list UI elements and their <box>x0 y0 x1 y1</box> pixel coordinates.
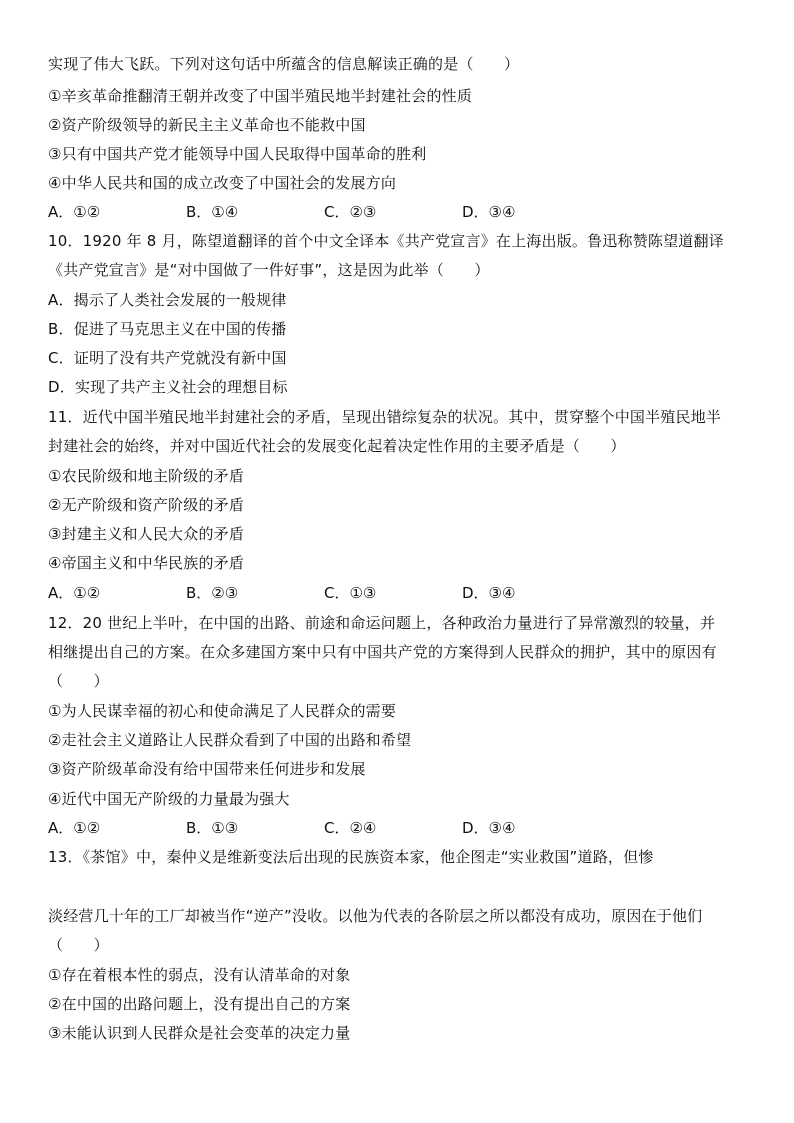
q12-option-c[interactable]: C．②④ <box>324 819 377 837</box>
q9-option-d[interactable]: D．③④ <box>462 203 516 221</box>
q10-stem-line-2: 《共产党宣言》是“对中国做了一件好事”，这是因为此举（ ） <box>48 261 490 279</box>
q10-choice-a[interactable]: A．揭示了人类社会发展的一般规律 <box>48 291 287 309</box>
q11-options <box>48 583 608 603</box>
q12-option-d[interactable]: D．③④ <box>462 819 516 837</box>
q13-stem-line-1: 13．《茶馆》中，秦仲义是维新变法后出现的民族资本家，他企图走“实业救国”道路，但惨 <box>48 848 654 866</box>
q9-item-1: ①辛亥革命推翻清王朝并改变了中国半殖民地半封建社会的性质 <box>48 87 473 105</box>
q11-item-2: ②无产阶级和资产阶级的矛盾 <box>48 496 245 514</box>
q10-choice-c[interactable]: C．证明了没有共产党就没有新中国 <box>48 349 287 367</box>
q11-item-1: ①农民阶级和地主阶级的矛盾 <box>48 467 245 485</box>
q12-stem-line-2: 相继提出自己的方案。在众多建国方案中只有中国共产党的方案得到人民群众的拥护，其中的原因有 <box>48 643 717 661</box>
q9-option-b[interactable]: B．①④ <box>186 203 239 221</box>
q13-stem-line-2: 淡经营几十年的工厂却被当作“逆产”没收。以他为代表的各阶层之所以都没有成功，原因在于他们 <box>48 907 703 925</box>
q11-option-c[interactable]: C．①③ <box>324 584 377 602</box>
q10-stem-line-1: 10．1920 年 8 月，陈望道翻译的首个中文全译本《共产党宣言》在上海出版。鲁迅称赞陈望道翻译 <box>48 232 724 250</box>
q12-item-2: ②走社会主义道路让人民群众看到了中国的出路和希望 <box>48 731 412 749</box>
q12-stem-line-3: （ ） <box>48 672 109 690</box>
q11-item-3: ③封建主义和人民大众的矛盾 <box>48 525 245 543</box>
q9-item-4: ④中华人民共和国的成立改变了中国社会的发展方向 <box>48 174 397 192</box>
q11-stem-line-2: 封建社会的始终，并对中国近代社会的发展变化起着决定性作用的主要矛盾是（ ） <box>48 437 626 455</box>
q12-options <box>48 818 608 838</box>
q12-option-b[interactable]: B．①③ <box>186 819 239 837</box>
q12-stem-line-1: 12．20 世纪上半叶，在中国的出路、前途和命运问题上，各种政治力量进行了异常激烈的较量，并 <box>48 614 716 632</box>
q9-stem-continued: 实现了伟大飞跃。下列对这句话中所蕴含的信息解读正确的是（ ） <box>48 55 520 73</box>
q11-stem-line-1: 11．近代中国半殖民地半封建社会的矛盾，呈现出错综复杂的状况。其中，贯穿整个中国半殖民地半 <box>48 408 722 426</box>
q13-item-1: ①存在着根本性的弱点，没有认清革命的对象 <box>48 966 351 984</box>
q13-item-3: ③未能认识到人民群众是社会变革的决定力量 <box>48 1024 351 1042</box>
q13-item-2: ②在中国的出路问题上，没有提出自己的方案 <box>48 995 351 1013</box>
q10-choice-b[interactable]: B．促进了马克思主义在中国的传播 <box>48 320 287 338</box>
q12-item-4: ④近代中国无产阶级的力量最为强大 <box>48 790 290 808</box>
q11-option-d[interactable]: D．③④ <box>462 584 516 602</box>
q9-item-3: ③只有中国共产党才能领导中国人民取得中国革命的胜利 <box>48 145 427 163</box>
q9-item-2: ②资产阶级领导的新民主主义革命也不能救中国 <box>48 116 366 134</box>
q10-choice-d[interactable]: D．实现了共产主义社会的理想目标 <box>48 378 288 396</box>
q11-item-4: ④帝国主义和中华民族的矛盾 <box>48 554 245 572</box>
q12-option-a[interactable]: A．①② <box>48 819 101 837</box>
q12-item-3: ③资产阶级革命没有给中国带来任何进步和发展 <box>48 760 366 778</box>
q9-option-c[interactable]: C．②③ <box>324 203 377 221</box>
q13-stem-line-3: （ ） <box>48 936 109 954</box>
q11-option-a[interactable]: A．①② <box>48 584 101 602</box>
q9-option-a[interactable]: A．①② <box>48 203 101 221</box>
q11-option-b[interactable]: B．②③ <box>186 584 239 602</box>
q12-item-1: ①为人民谋幸福的初心和使命满足了人民群众的需要 <box>48 702 397 720</box>
q9-options <box>48 202 608 222</box>
